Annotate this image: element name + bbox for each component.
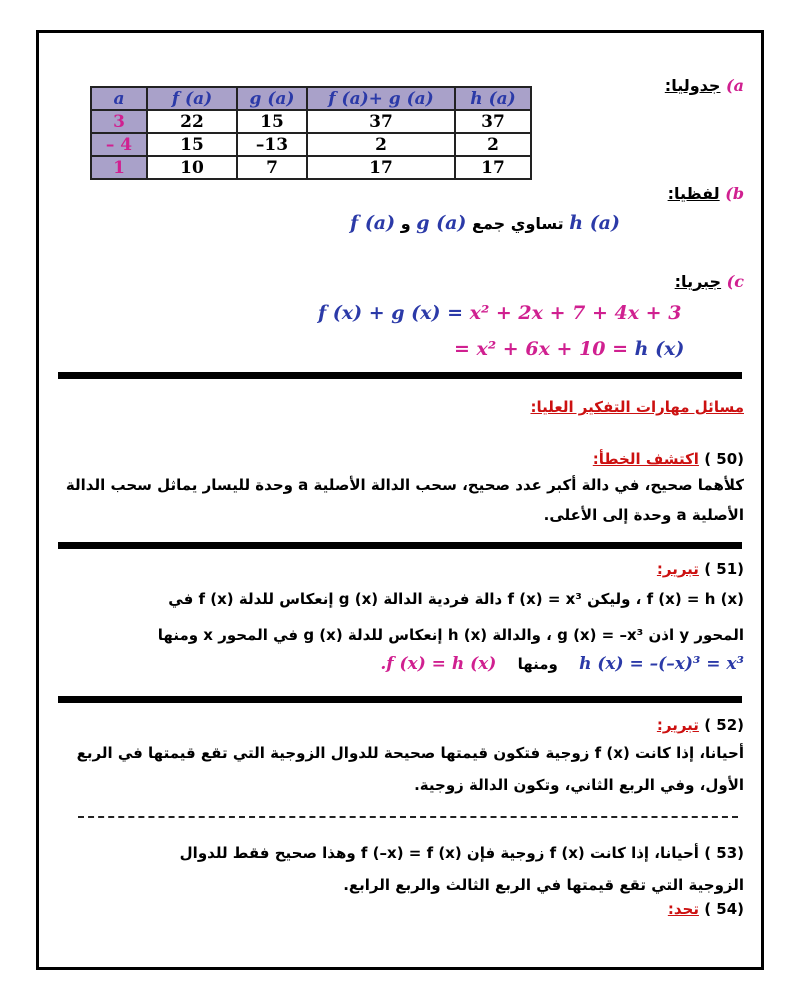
q51-title: تبرير: <box>656 560 699 578</box>
equation-line-1 <box>318 302 681 324</box>
table-cell: 17 <box>307 156 455 179</box>
section-divider <box>58 696 742 703</box>
q51-line-1: f (x) = h (x) ، وليكن f (x) = x³ دالة فردية الدالة g (x) إنعكاس للدلة f (x) في <box>168 590 744 608</box>
section-divider <box>58 372 742 379</box>
q52-number: (52 ) <box>704 716 744 734</box>
table-header-cell: h (a) <box>455 87 531 110</box>
table-cell: –13 <box>237 133 307 156</box>
equation-line-2 <box>454 338 684 360</box>
q53-text-1: أحيانا، إذا كانت f (x) زوجية فإن f (–x) = f (x) وهذا صحيح فقط للدوال <box>179 844 699 862</box>
section-a-letter: a) <box>726 76 744 95</box>
q50-line-1: كلأهما صحيح، في دالة أكبر عدد صحيح، سحب الدالة الأصلية a وحدة لليسار يماثل سحب الدالة <box>65 476 744 494</box>
q51-line-3 <box>380 654 744 674</box>
table-cell: 2 <box>307 133 455 156</box>
q53-number: (53 ) <box>704 844 744 862</box>
q51-number: (51 ) <box>704 560 744 578</box>
term-g-a: g (a) <box>416 212 467 234</box>
q50-title: اكتشف الخطأ: <box>592 450 699 468</box>
section-c-letter: c) <box>726 272 744 291</box>
dashed-divider <box>78 816 738 818</box>
q54-heading <box>668 900 744 918</box>
q51-hence: ومنها <box>517 655 558 673</box>
q53-line-1 <box>180 838 744 868</box>
and-word: و <box>400 214 411 233</box>
equation-h-x: h (x) <box>634 338 685 360</box>
section-c-label: جبريا: <box>674 272 722 291</box>
section-divider <box>58 542 742 549</box>
section-b-letter: b) <box>725 184 744 203</box>
table-cell: 37 <box>455 110 531 133</box>
equation-equals: = <box>454 338 477 360</box>
table-header-row <box>91 87 531 110</box>
table-cell: 1 <box>91 156 147 179</box>
q52-heading <box>657 716 744 734</box>
term-h-a: h (a) <box>569 212 620 234</box>
table-cell: 7 <box>237 156 307 179</box>
equation-result: x² + 6x + 10 = <box>476 338 635 360</box>
q54-title: تحد: <box>667 900 699 918</box>
table-header-cell: a <box>91 87 147 110</box>
table-cell: 22 <box>147 110 237 133</box>
q51-line-2: المحور y اذن g (x) = –x³ ، والدالة h (x) إنعكاس للدلة g (x) في المحور x ومنها <box>157 626 744 644</box>
values-table <box>90 86 532 180</box>
section-a-heading <box>665 76 744 95</box>
section-b-label: لفظيا: <box>667 184 720 203</box>
table-cell: 15 <box>237 110 307 133</box>
table-cell: 17 <box>455 156 531 179</box>
table-row <box>91 110 531 133</box>
table-row <box>91 156 531 179</box>
equation-lhs: f (x) + g (x) = <box>318 302 463 324</box>
table-cell: – 4 <box>91 133 147 156</box>
term-f-a: f (a) <box>350 212 396 234</box>
q50-number: (50 ) <box>704 450 744 468</box>
q52-line-2: الأول، وفي الربع الثاني، وتكون الدالة زوجية. <box>414 776 744 794</box>
q51-formula-h: h (x) = –(–x)³ = x³ <box>579 654 744 674</box>
table-cell: 3 <box>91 110 147 133</box>
section-c-heading <box>675 272 744 291</box>
table-cell: 37 <box>307 110 455 133</box>
table-cell: 10 <box>147 156 237 179</box>
q51-heading <box>657 560 744 578</box>
q51-result: f (x) = h (x). <box>380 654 497 674</box>
q52-title: تبرير: <box>656 716 699 734</box>
table-cell: 2 <box>455 133 531 156</box>
q54-number: (54 ) <box>704 900 744 918</box>
section-b-heading <box>668 184 744 203</box>
table-header-cell: f (a) <box>147 87 237 110</box>
table-cell: 15 <box>147 133 237 156</box>
table-header-cell: f (a)+ g (a) <box>307 87 455 110</box>
table-header-cell: g (a) <box>237 87 307 110</box>
q52-line-1: أحيانا، إذا كانت f (x) زوجية فتكون قيمتها صحيحة للدوال الزوجية التي تقع قيمتها في الربع <box>76 744 744 762</box>
table-row <box>91 133 531 156</box>
q50-heading <box>593 450 744 468</box>
sentence-text: تساوي جمع <box>472 214 564 233</box>
q53-line-2: الزوجية التي تقع قيمتها في الربع الثالث والربع الرابع. <box>343 876 744 894</box>
section-a-label: جدوليا: <box>664 76 721 95</box>
equation-rhs: x² + 2x + 7 + 4x + 3 <box>469 302 682 324</box>
section-b-sentence <box>350 212 620 234</box>
hots-title: مسائل مهارات التفكير العليا: <box>530 398 744 416</box>
q50-line-2: الأصلية a وحدة إلى الأعلى. <box>543 506 744 524</box>
